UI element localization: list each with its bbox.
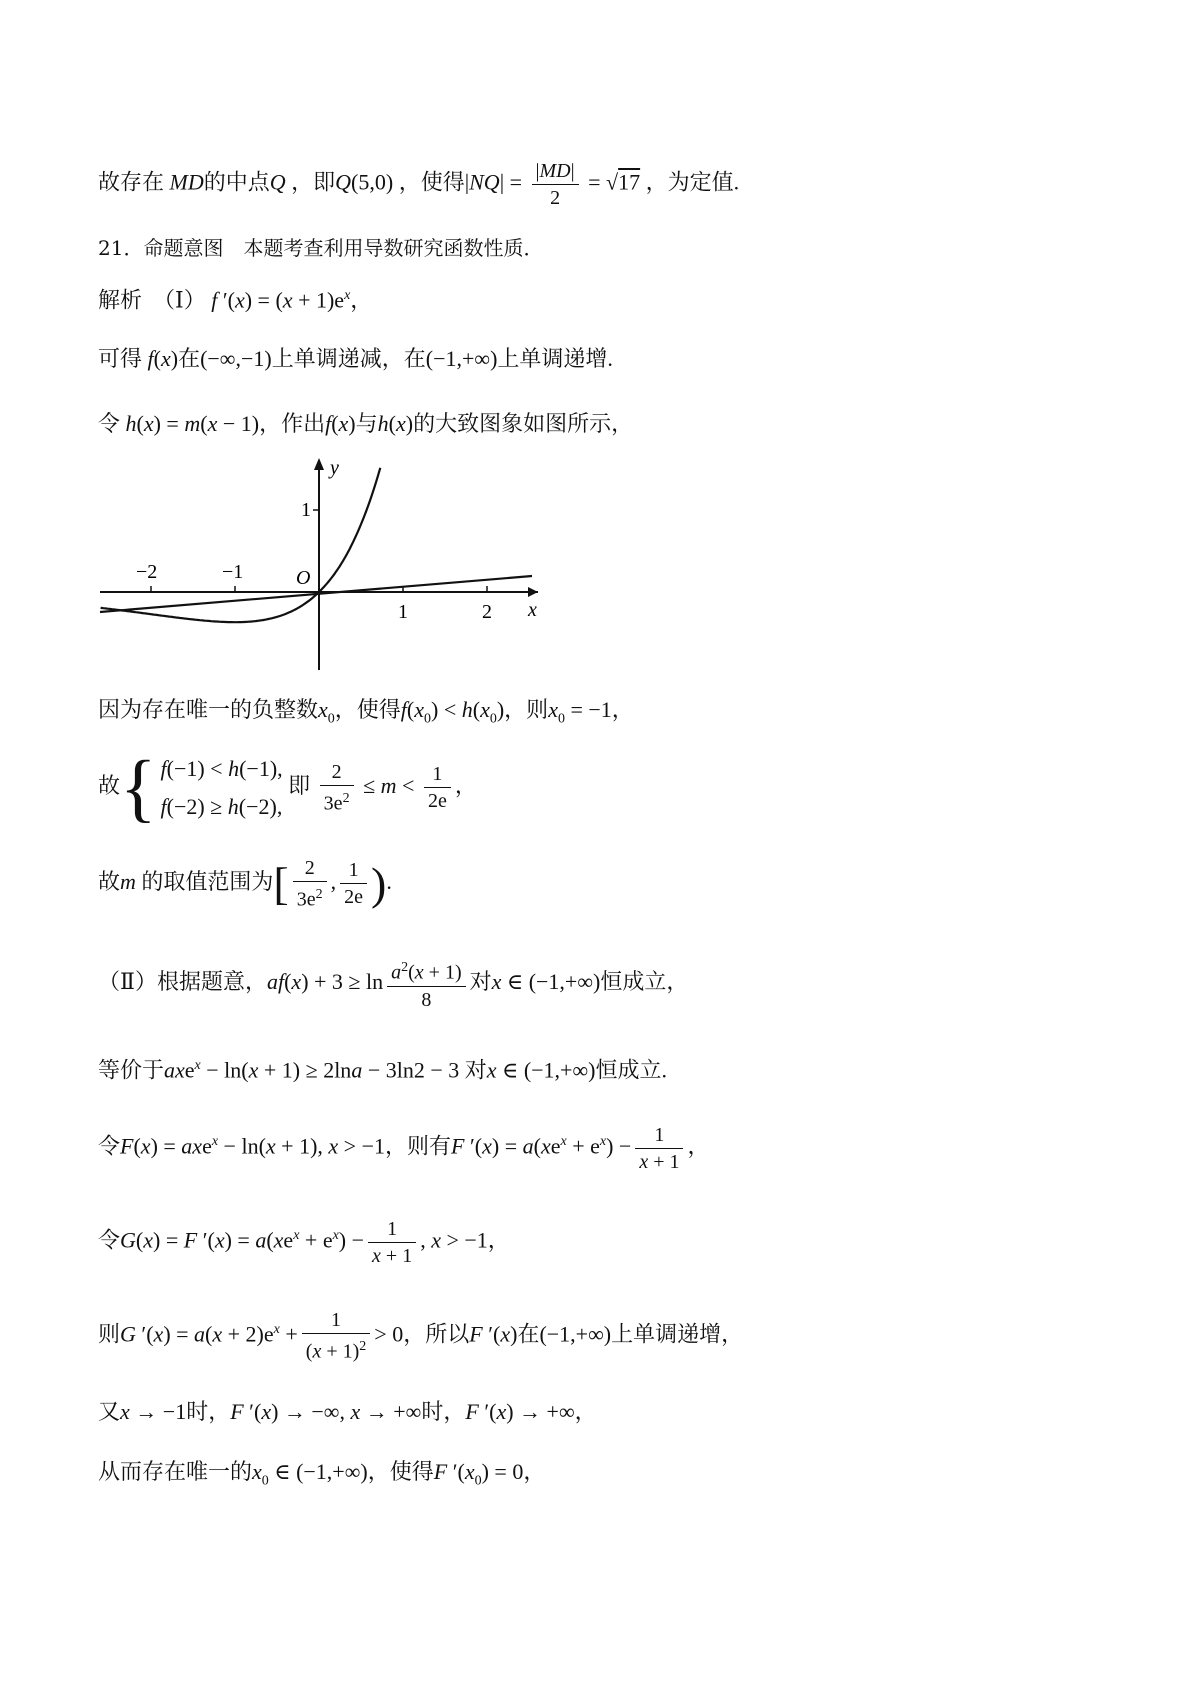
text: ，为定值. [645,169,740,195]
line-6: 因为存在唯一的负整数$x_0$，使得$f(x_0) < h(x_0)$，则$x_0 = -1$， [98,697,634,727]
text: 上单调递增， [611,1321,744,1347]
line-2: 21．命题意图 本题考查利用导数研究函数性质． [98,236,544,260]
text: 对 [464,1057,487,1083]
text: 即 [288,773,311,798]
y-label: y [330,457,339,479]
text: ，所以 [403,1321,470,1347]
line-1: 故存在 MD的中点Q ，即Q(5,0) ，使得|NQ| = $\frac{|MD|}{2}$ = √17 ，为定值. [98,160,740,209]
curve-f [101,468,381,622]
text: 的中点 [203,169,270,195]
text: 因为存在唯一的负整数 [98,697,319,722]
text: 的取值范围为 [141,869,274,894]
text: 与 [355,411,378,436]
text: 等价于 [98,1057,165,1083]
text: 解析 （Ⅰ） [98,287,206,313]
line-h [100,576,532,612]
text: 故 [98,773,121,798]
text: 在 [178,346,201,371]
line-13: 则G $'(x) = a(x + 2)e^x$ + $\frac{1}{(x + 1)^2}$ > 0，所以F ′(x)在(−1,+∞)上单调递增， [98,1309,744,1364]
line-5: 令 h(x) = m(x − 1)，作出f(x)与h(x)的大致图象如图所示， [98,411,634,436]
text: 令 [98,1227,121,1253]
line-7: 故{ f(−1) < h(−1), f(−2) ≥ h(−2), 即 $\frac{2}{3e^2}$ ≤ m < $\frac{1}{2e}$ ， [98,745,477,830]
text: ，使得 [398,169,465,195]
text: 时， [421,1399,466,1424]
line-15: 从而存在唯一的$x_0$ ∈ (−1,+∞)，使得F $'(x_0) = 0$， [98,1459,546,1489]
x-label: x [528,599,537,621]
line-14: 又x → −1时，F ′(x) → −∞, x → +∞时，F ′(x) → +∞， [98,1399,597,1424]
text: ，即 [291,169,336,195]
text: 的大致图象如图所示， [413,411,634,436]
function-graph [96,452,546,674]
line-11: 令F(x) = axe$^x$ − ln(x + 1), x > −1，则有F $'(x) = a(xe^x + e^x)$ − $\frac{1}{x + 1}$ ， [98,1123,710,1173]
y-tick-label: 1 [301,499,311,521]
text: ，作出 [259,411,326,436]
line-4: 可得 f(x)在(−∞,−1)上单调递减，在(−1,+∞)上单调递增. [98,346,613,371]
line-12: 令G(x) = F $'(x) = a(xe^x + e^x)$ − $\frac{1}{x + 1}$ , x > −1， [98,1217,510,1267]
origin-label: O [296,567,311,589]
text: 可得 [98,346,143,371]
text: 令 [98,1133,121,1159]
text: ，则有 [385,1133,452,1159]
line-3: 解析 （Ⅰ） f $'(x) = (x + 1)e^x$， [98,287,373,313]
text: 又 [98,1399,121,1424]
text: 令 [98,411,121,436]
text: ，则 [504,697,549,722]
text: 故存在 [98,169,165,195]
text: 上单调递增. [497,346,613,371]
text: 恒成立. [595,1057,667,1083]
text: 则 [98,1321,121,1347]
text: 恒成立， [600,969,689,994]
line-9: （Ⅱ）根据题意，af(x) + 3 ≥ ln $\frac{a^2(x + 1)}{8}$ 对x ∈ (−1,+∞)恒成立， [98,960,689,1011]
text: 在 [517,1321,540,1347]
text: ，使得 [334,697,401,722]
x-axis-arrow [528,587,538,597]
line-10: 等价于axe$^x$ − ln(x + 1) ≥ 2lna − 3ln2 − 3 对x ∈ (−1,+∞)恒成立. [98,1057,667,1083]
x-tick-label: 1 [398,601,408,623]
x-tick-label: 2 [482,601,492,623]
text: 对 [469,969,492,994]
text: （Ⅱ）根据题意， [98,969,267,994]
y-axis-arrow [314,458,324,470]
x-tick-label: −1 [222,561,244,583]
text: 故 [98,869,121,894]
text: ，使得 [367,1459,434,1484]
line-8: 故m 的取值范围为[ $\frac{2}{3e^2}$ , $\frac{1}{2e}$ ). [98,857,392,911]
x-tick-label: −2 [136,561,158,583]
text: 上单调递减，在 [271,346,426,371]
text: 时， [186,1399,231,1424]
text: 从而存在唯一的 [98,1459,253,1484]
